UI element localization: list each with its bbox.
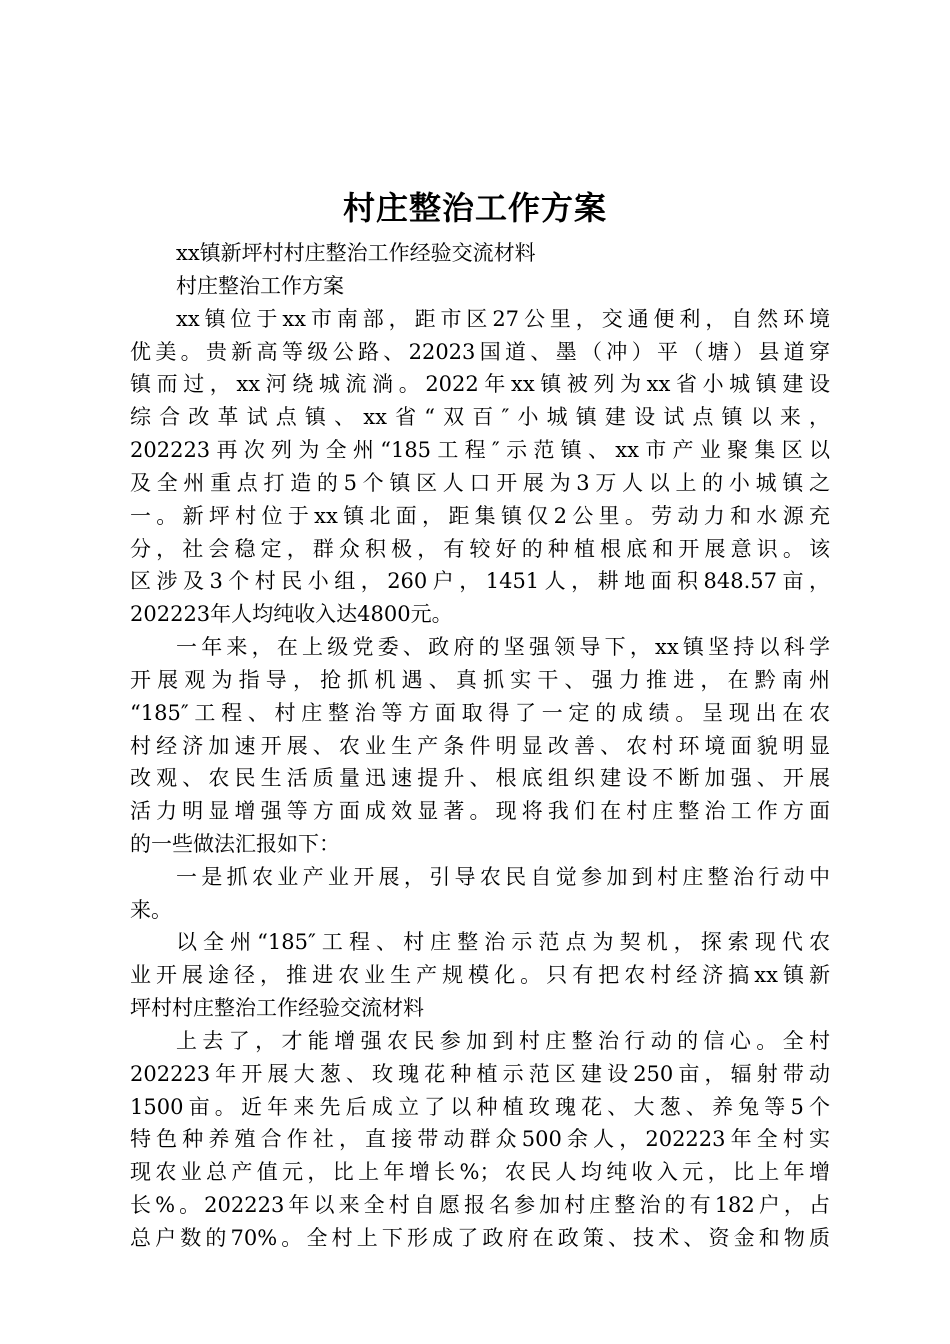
body-line: 开展观为指导，抢抓机遇、真抓实干、强力推进，在黔南州 <box>130 667 830 692</box>
body-line: 综合改革试点镇、xx省“双百″小城镇建设试点镇以来， <box>130 405 830 430</box>
body-line: xx镇新坪村村庄整治工作经验交流材料 <box>176 241 536 265</box>
body-line: 一年来，在上级党委、政府的坚强领导下，xx镇坚持以科学 <box>176 635 830 659</box>
body-line: 202223年开展大葱、玫瑰花种植示范区建设250亩，辐射带动 <box>130 1061 830 1086</box>
body-line: 202223年人均纯收入达4800元。 <box>130 602 453 627</box>
body-line: 来。 <box>130 897 172 922</box>
body-line: xx镇位于xx市南部，距市区27公里，交通便利，自然环境 <box>176 306 830 331</box>
body-line: 1500亩。近年来先后成立了以种植玫瑰花、大葱、养兔等5个 <box>130 1094 830 1119</box>
body-line: 一是抓农业产业开展，引导农民自觉参加到村庄整治行动中 <box>176 864 830 889</box>
body-line: 及全州重点打造的5个镇区人口开展为3万人以上的小城镇之 <box>130 470 830 495</box>
body-line: “185″工程、村庄整治等方面取得了一定的成绩。呈现出在农 <box>130 700 830 725</box>
body-line: 区涉及3个村民小组，260户，1451人，耕地面积848.57亩， <box>130 569 830 594</box>
body-line: 特色种养殖合作社，直接带动群众500余人，202223年全村实 <box>130 1127 830 1152</box>
body-line: 村经济加速开展、农业生产条件明显改善、农村环境面貌明显 <box>130 733 830 758</box>
body-line: 业开展途径，推进农业生产规模化。只有把农村经济搞xx镇新 <box>130 963 830 988</box>
body-line: 活力明显增强等方面成效显著。现将我们在村庄整治工作方面 <box>130 799 830 824</box>
body-line: 镇而过，xx河绕城流淌。2022年xx镇被列为xx省小城镇建设 <box>130 372 830 397</box>
body-line: 一。新坪村位于xx镇北面，距集镇仅2公里。劳动力和水源充 <box>130 503 830 528</box>
body-line: 总户数的70%。全村上下形成了政府在政策、技术、资金和物质 <box>130 1225 830 1250</box>
body-line: 分，社会稳定，群众积极，有较好的种植根底和开展意识。该 <box>130 536 830 561</box>
body-line: 以全州“185″工程、村庄整治示范点为契机，探索现代农 <box>176 930 830 955</box>
body-line: 改观、农民生活质量迅速提升、根底组织建设不断加强、开展 <box>130 766 830 791</box>
body-line: 现农业总产值元，比上年增长%；农民人均纯收入元，比上年增 <box>130 1160 830 1185</box>
body-line: 的一些做法汇报如下： <box>130 831 340 856</box>
body-line: 长%。202223年以来全村自愿报名参加村庄整治的有182户，占 <box>130 1193 830 1218</box>
body-line: 优美。贵新高等级公路、22023国道、墨（冲）平（塘）县道穿 <box>130 339 830 364</box>
body-line: 202223再次列为全州“185工程″示范镇、xx市产业聚集区以 <box>130 438 830 462</box>
document-title: 村庄整治工作方案 <box>342 189 607 227</box>
body-line: 村庄整治工作方案 <box>176 273 344 298</box>
body-line: 上去了，才能增强农民参加到村庄整治行动的信心。全村 <box>176 1028 830 1053</box>
body-line: 坪村村庄整治工作经验交流材料 <box>130 996 424 1021</box>
